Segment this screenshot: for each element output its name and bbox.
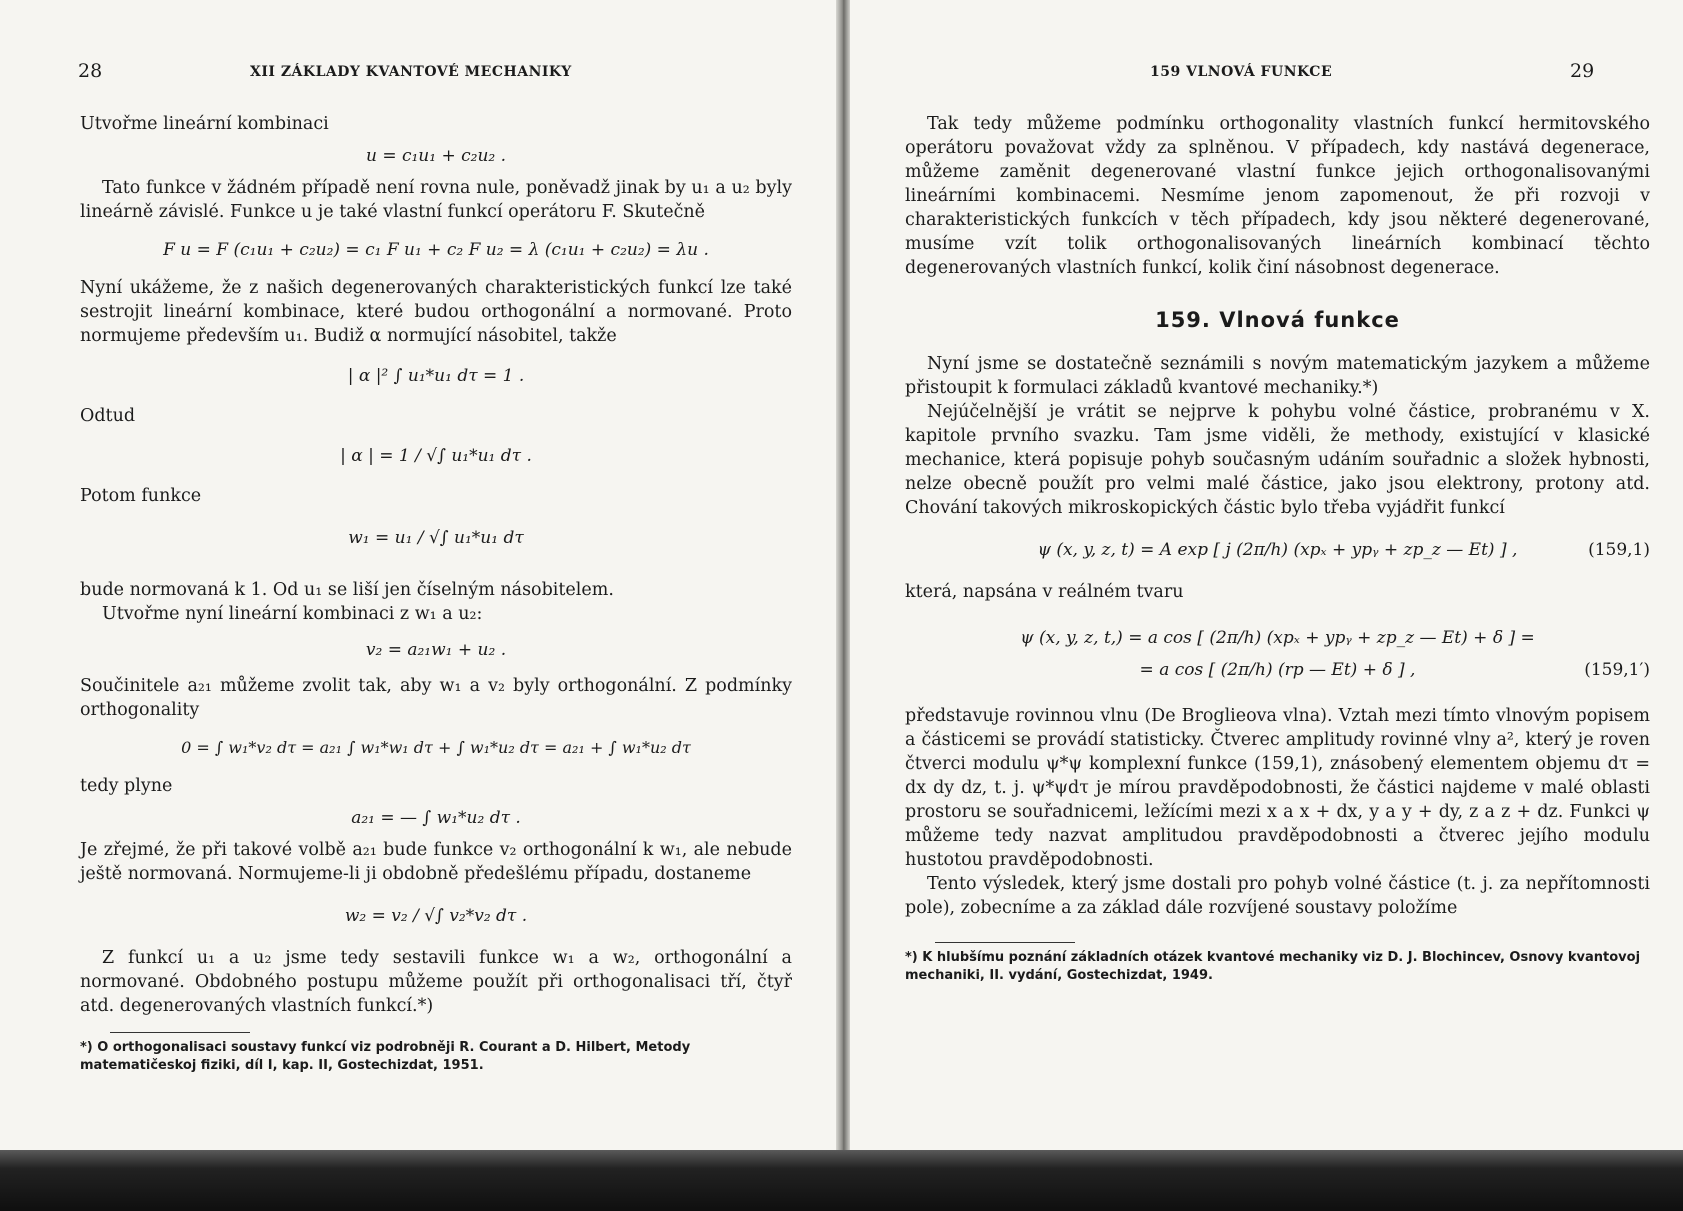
left-page-text	[80, 112, 792, 1075]
equation: v₂ = a₂₁w₁ + u₂ .	[365, 640, 507, 660]
label: Odtud	[80, 406, 136, 426]
scan-background	[0, 1150, 1683, 1211]
equation: ψ (x, y, z, t) = A exp [ j (2π/h) (xpₓ + ypᵧ + zp_z — Et) ] ,	[1037, 540, 1518, 560]
footnote: *) K hlubšímu poznání základních otázek kvantové mechaniky viz D. J. Blochincev, Osnovy kvantovoj mechaniki, II. vydání, Gostechizdat, 1949.	[905, 950, 1641, 983]
right-page-text	[905, 112, 1650, 985]
equation: F u = F (c₁u₁ + c₂u₂) = c₁ F u₁ + c₂ F u₂ = λ (c₁u₁ + c₂u₂) = λu .	[163, 240, 709, 260]
equation: w₂ = v₂ / √∫ v₂*v₂ dτ .	[344, 906, 528, 926]
equation: | α |² ∫ u₁*u₁ dτ = 1 .	[347, 366, 525, 386]
footnote-rule	[935, 942, 1075, 943]
equation: = a cos [ (2π/h) (rp — Et) + δ ] ,	[1139, 660, 1416, 680]
paragraph: Součinitele a₂₁ můžeme zvolit tak, aby w₁ a v₂ byly orthogonální. Z podmínky orthogonality	[80, 676, 792, 720]
equation-row	[905, 658, 1650, 682]
running-head: 159 VLNOVÁ FUNKCE	[1150, 64, 1333, 80]
right-page	[850, 0, 1683, 1150]
equation-row	[905, 538, 1650, 562]
equation-number: (159,1′)	[1584, 660, 1650, 680]
book-gutter	[836, 0, 850, 1150]
equation: 0 = ∫ w₁*v₂ dτ = a₂₁ ∫ w₁*w₁ dτ + ∫ w₁*u₂ dτ = a₂₁ + ∫ w₁*u₂ dτ	[181, 738, 691, 757]
equation: a₂₁ = — ∫ w₁*u₂ dτ .	[351, 808, 521, 828]
footnote-rule	[110, 1032, 250, 1033]
left-page	[0, 0, 836, 1150]
paragraph: Utvořme nyní lineární kombinaci z w₁ a u₂:	[102, 604, 483, 624]
label: Potom funkce	[80, 486, 202, 506]
footnote: *) O orthogonalisaci soustavy funkcí viz podrobněji R. Courant a D. Hilbert, Metody matematičeskoj fiziki, díl I, kap. II, Gostechizdat, 1951.	[80, 1040, 691, 1073]
equation-row	[905, 626, 1650, 650]
paragraph: Tento výsledek, který jsme dostali pro pohyb volné částice (t. j. za nepřítomnosti pole), zobecníme a za základ dále rozvíjené soustavy položíme	[905, 874, 1650, 918]
running-head: XII ZÁKLADY KVANTOVÉ MECHANIKY	[250, 64, 572, 80]
paragraph: Tak tedy můžeme podmínku orthogonality vlastních funkcí hermitovského operátoru považovat vždy za splněnou. V případech, kdy nastává degenerace, můžeme zaměnit degenerované vlastní funkce jejich orthogonalisovanými lineárními kombinacemi. Nesmíme jenom zapomenout, že při rozvoji v charakteristických funkcích v těch případech, kdy jsou některé degenerované, musíme vzít tolik orthogonalisovaných lineárních kombinací těchto degenerovaných vlastních funkcí, kolik činí násobnost degenerace.	[905, 114, 1650, 278]
equation: ψ (x, y, z, t,) = a cos [ (2π/h) (xpₓ + ypᵧ + zp_z — Et) + δ ] =	[1020, 628, 1535, 648]
paragraph: bude normovaná k 1. Od u₁ se liší jen číselným násobitelem.	[80, 580, 614, 600]
paragraph: Nyní jsme se dostatečně seznámili s novým matematickým jazykem a můžeme přistoupit k formulaci základů kvantové mechaniky.*)	[905, 354, 1650, 398]
equation: u = c₁u₁ + c₂u₂ .	[365, 146, 507, 166]
paragraph: Nyní ukážeme, že z našich degenerovaných charakteristických funkcí lze také sestrojit lineární kombinace, které budou orthogonální a normované. Proto normujeme především u₁. Budiž α normující násobitel, takže	[80, 278, 792, 346]
paragraph: představuje rovinnou vlnu (De Broglieova vlna). Vztah mezi tímto vlnovým popisem a částicemi se provádí statisticky. Čtverec amplitudy rovinné vlny a², který je roven čtverci modulu ψ*ψ komplexní funkce (159,1), znásobený elementem objemu dτ = dx dy dz, t. j. ψ*ψdτ je mírou pravděpodobnosti, že částici najdeme v malé oblasti prostoru se souřadnicemi, ležícími mezi x a x + dx, y a y + dy, z a z + dz. Funkci ψ můžeme tedy nazvat amplitudou pravděpodobnosti a čtverec jejího modulu hustotou pravděpodobnosti.	[905, 706, 1650, 870]
equation: | α | = 1 / √∫ u₁*u₁ dτ .	[340, 446, 532, 466]
equation: w₁ = u₁ / √∫ u₁*u₁ dτ	[348, 528, 524, 548]
label: tedy plyne	[80, 776, 173, 796]
paragraph: Tato funkce v žádném případě není rovna nule, poněvadž jinak by u₁ a u₂ byly lineárně závislé. Funkce u je také vlastní funkcí operátoru F. Skutečně	[80, 178, 792, 222]
paragraph: Z funkcí u₁ a u₂ jsme tedy sestavili funkce w₁ a w₂, orthogonální a normované. Obdobného postupu můžeme použít při orthogonalisaci tří, čtyř atd. degenerovaných vlastních funkcí.*)	[80, 948, 792, 1016]
paragraph: Je zřejmé, že při takové volbě a₂₁ bude funkce v₂ orthogonální k w₁, ale nebude ještě normovaná. Normujeme-li ji obdobně předešlému případu, dostaneme	[80, 840, 792, 884]
paragraph: která, napsána v reálném tvaru	[905, 582, 1184, 602]
equation-number: (159,1)	[1588, 540, 1650, 560]
page-number: 28	[78, 60, 103, 82]
page-number: 29	[1570, 60, 1595, 82]
paragraph: Utvořme lineární kombinaci	[80, 114, 329, 134]
section-title: 159. Vlnová funkce	[1155, 308, 1400, 332]
paragraph: Nejúčelnější je vrátit se nejprve k pohybu volné částice, probranému v X. kapitole prvního svazku. Tam jsme viděli, že methody, existující v klasické mechanice, která popisuje pohyb současným udáním souřadnic a složek hybnosti, nelze obecně použít pro velmi malé částice, jako jsou elektrony, protony atd. Chování takových mikroskopických částic bylo třeba vyjádřit funkcí	[905, 402, 1650, 518]
